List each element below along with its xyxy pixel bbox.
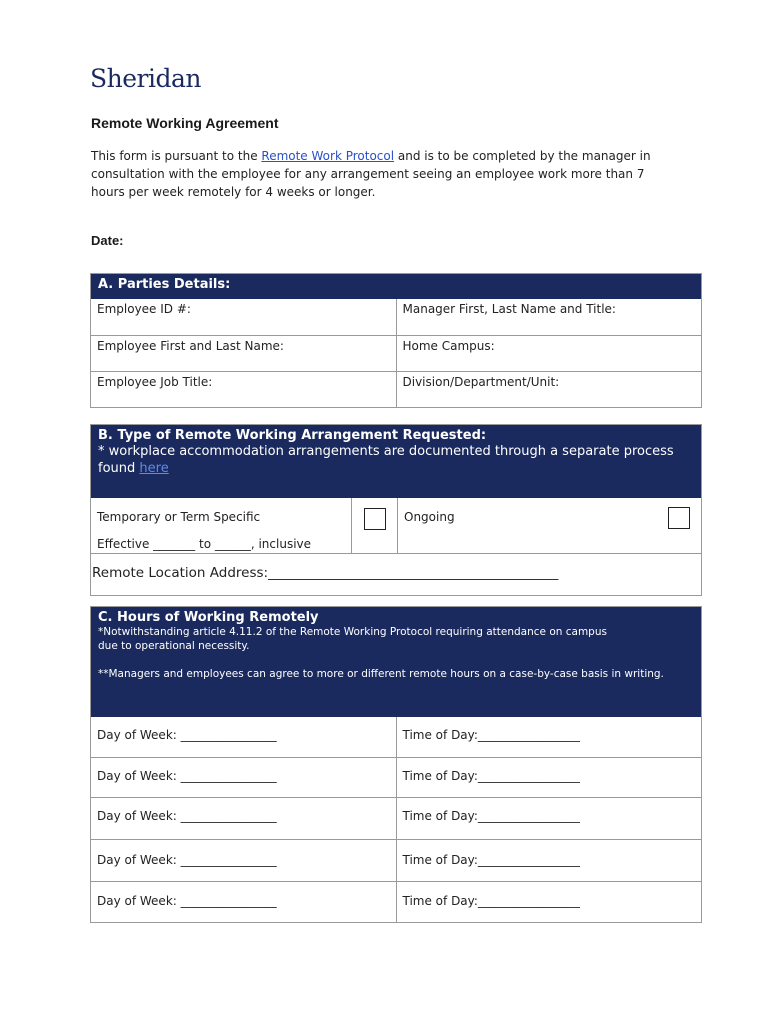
remote-address-field[interactable]: Remote Location Address:___________________________________________ [92,565,559,581]
temporary-checkbox-cell [351,498,397,553]
table-row [91,371,701,407]
table-row [91,881,701,922]
day-of-week-field[interactable]: Day of Week: ________________ [97,809,277,823]
division-department-unit-field[interactable]: Division/Department/Unit: [396,372,702,407]
table-row [91,797,701,839]
sheridan-logo: Sheridan [90,64,201,93]
arrangement-type-row [91,498,701,553]
temporary-checkbox[interactable] [364,508,386,530]
employee-name-field[interactable]: Employee First and Last Name: [97,339,284,353]
section-c-note-1: *Notwithstanding article 4.11.2 of the Remote Working Protocol requiring attendance on campus due to operational necessity. [98,626,607,652]
section-c-header [91,607,701,717]
day-of-week-field[interactable]: Day of Week: ________________ [97,894,277,908]
table-row [91,757,701,797]
temporary-option-cell [91,498,351,553]
section-c-note-2: **Managers and employees can agree to more or different remote hours on a case-by-case basis in writing. [98,668,664,680]
ongoing-label: Ongoing [404,510,455,524]
table-row [91,335,701,371]
remote-address-row [91,553,701,595]
table-row [91,839,701,881]
day-of-week-field[interactable]: Day of Week: ________________ [97,769,277,783]
ongoing-checkbox[interactable] [668,507,690,529]
table-row [91,717,701,757]
home-campus-field[interactable]: Home Campus: [396,336,702,371]
accommodation-process-link[interactable]: here [139,461,169,476]
manager-name-title-field[interactable]: Manager First, Last Name and Title: [396,299,702,335]
section-b-table [90,424,702,596]
time-of-day-field[interactable]: Time of Day:_________________ [396,840,702,881]
day-of-week-field[interactable]: Day of Week: ________________ [97,728,277,742]
time-of-day-field[interactable]: Time of Day:_________________ [396,882,702,922]
section-a-header [91,274,701,299]
ongoing-checkbox-cell [657,498,701,553]
section-c-title: C. Hours of Working Remotely [98,610,319,625]
ongoing-option-cell [397,498,657,553]
section-a-table [90,273,702,408]
intro-paragraph [91,147,651,201]
time-of-day-field[interactable]: Time of Day:_________________ [396,758,702,797]
day-of-week-field[interactable]: Day of Week: ________________ [97,853,277,867]
section-b-note-text: * workplace accommodation arrangements are documented through a separate process found [98,444,674,476]
date-label: Date: [91,233,124,248]
intro-text-before: This form is pursuant to the [91,149,262,163]
table-row [91,299,701,335]
form-title: Remote Working Agreement [91,115,279,131]
time-of-day-field[interactable]: Time of Day:_________________ [396,798,702,839]
section-b-header [91,425,701,498]
time-of-day-field[interactable]: Time of Day:_________________ [396,717,702,757]
section-a-title: A. Parties Details: [98,277,231,292]
employee-id-field[interactable]: Employee ID #: [97,302,191,316]
intro-text-after: and is to be completed by the manager in consultation with the employee for any arrangement seeing an employee work more than 7 hours per week remotely for 4 weeks or longer. [91,149,651,199]
temporary-label: Temporary or Term Specific [97,510,261,524]
section-b-title: B. Type of Remote Working Arrangement Requested: [98,428,487,443]
section-b-note [98,443,694,477]
effective-dates-label[interactable]: Effective _______ to ______, inclusive [97,537,312,551]
employee-job-title-field[interactable]: Employee Job Title: [97,375,213,389]
section-c-table [90,606,702,923]
remote-work-protocol-link[interactable]: Remote Work Protocol [261,149,395,163]
